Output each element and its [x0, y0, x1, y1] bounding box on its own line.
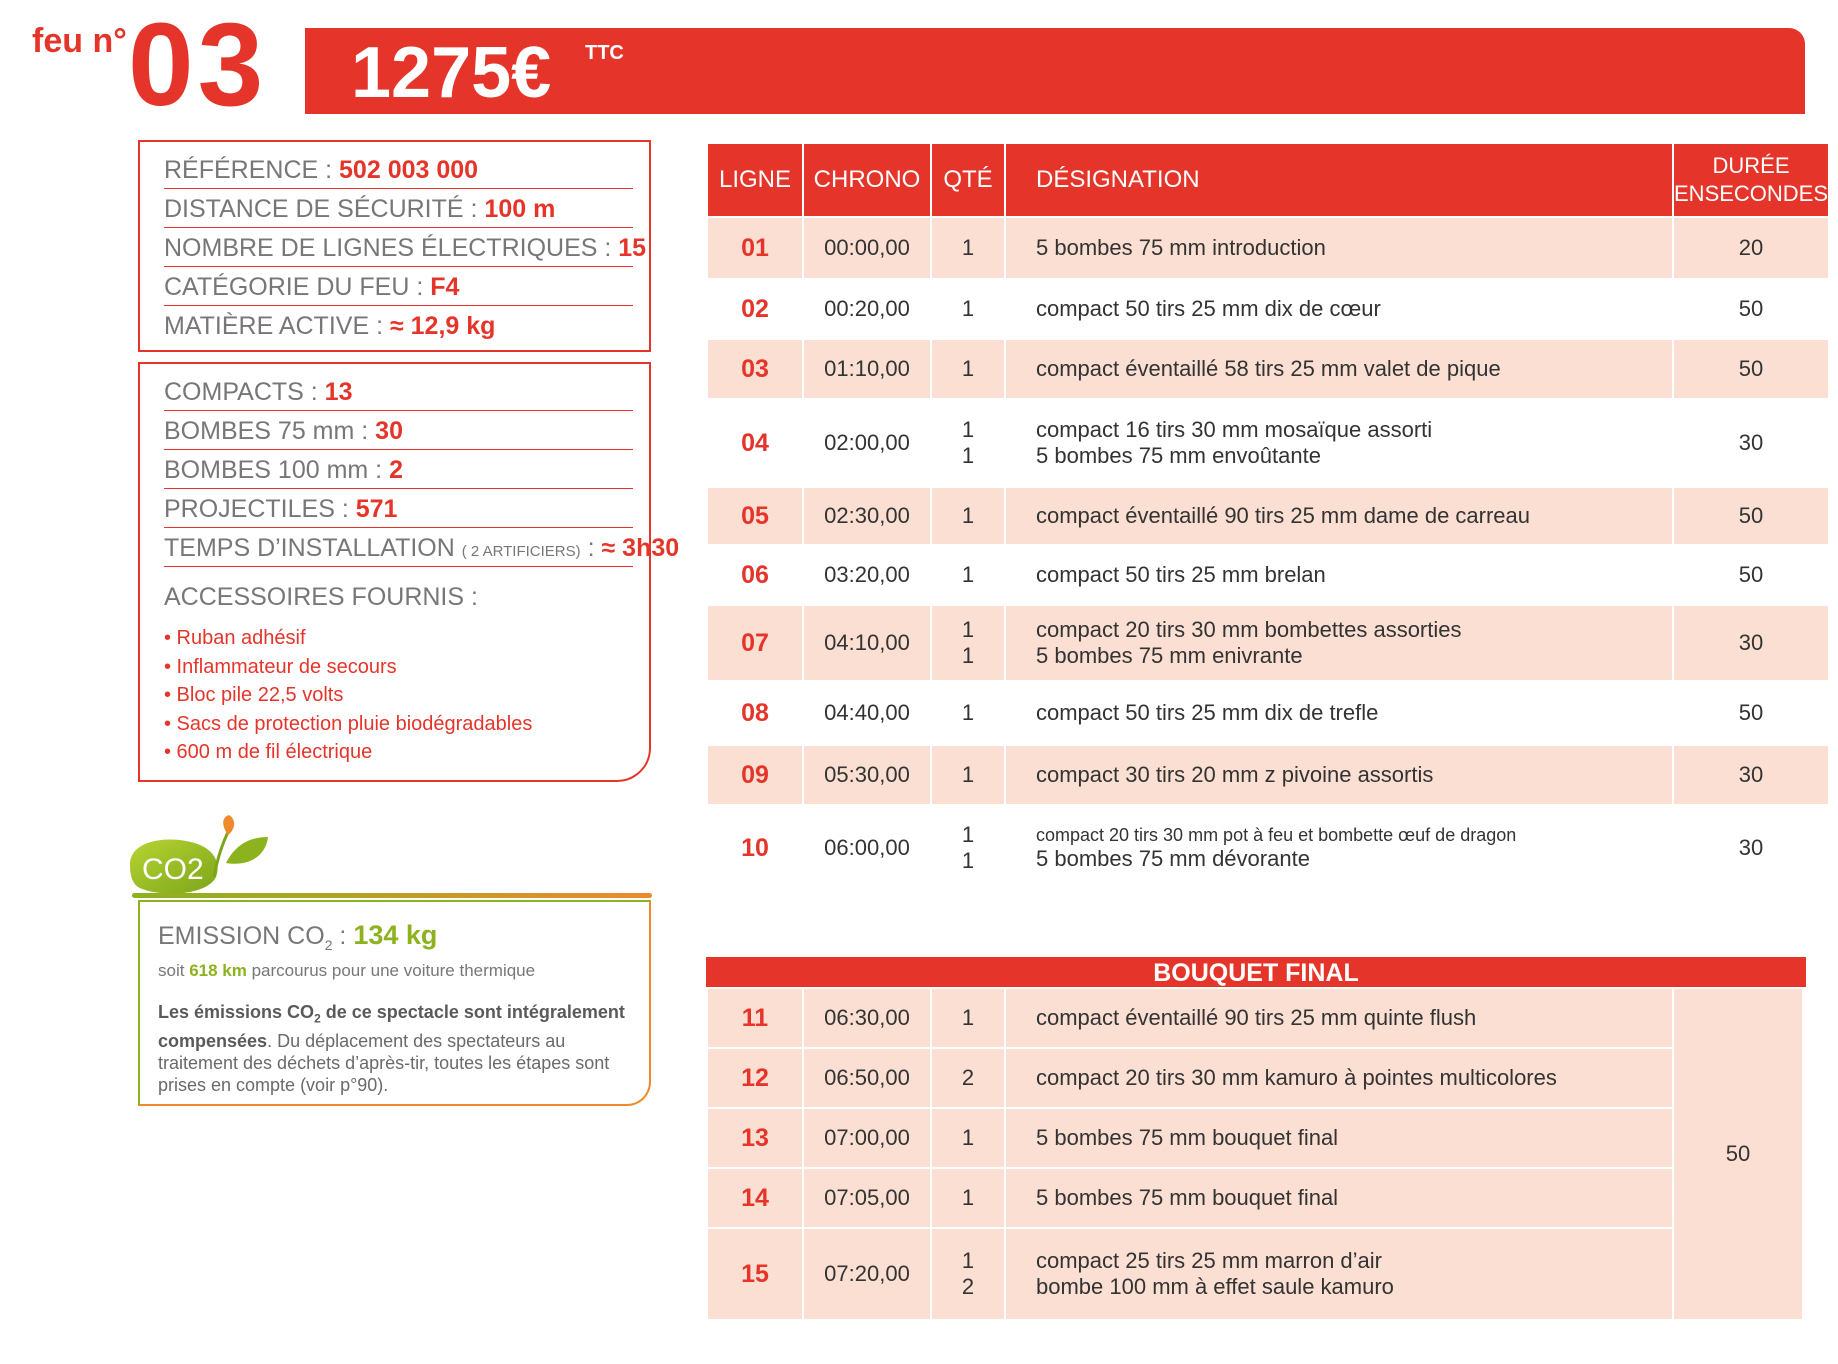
row-chrono: 04:40,00 — [804, 682, 930, 744]
spec-value: ≈ 12,9 kg — [389, 312, 496, 340]
row-chrono: 01:10,00 — [804, 340, 930, 398]
row-designation — [1006, 1109, 1672, 1167]
row-qte-value: 1 — [961, 643, 975, 668]
co2-text — [158, 1001, 633, 1096]
row-ligne: 01 — [708, 218, 802, 278]
row-designation-line: 5 bombes 75 mm bouquet final — [1036, 1125, 1339, 1150]
row-qte — [932, 340, 1004, 398]
row-chrono: 06:30,00 — [804, 989, 930, 1047]
row-chrono: 07:20,00 — [804, 1229, 930, 1319]
row-qte-value: 1 — [961, 762, 975, 787]
row-designation-line: compact éventaillé 90 tirs 25 mm quinte flush — [1036, 1005, 1477, 1030]
co2-leaf-icon — [126, 815, 271, 900]
header-chrono: CHRONO — [804, 144, 930, 216]
program-table — [706, 142, 1830, 892]
row-duree: 20 — [1674, 218, 1828, 278]
row-designation-line: compact 50 tirs 25 mm dix de trefle — [1036, 700, 1379, 725]
row-ligne: 11 — [708, 989, 802, 1047]
row-chrono: 07:00,00 — [804, 1109, 930, 1167]
table-row — [708, 989, 1802, 1047]
row-qte — [932, 1229, 1004, 1319]
content-label: BOMBES 100 mm : — [164, 456, 390, 484]
co2-text-rest: . Du déplacement des spectateurs au traitement des déchets d’après-tir, toutes les étapes sont prises en compte (voir p°90). — [158, 1030, 610, 1095]
row-qte-value: 1 — [961, 562, 975, 587]
row-ligne: 12 — [708, 1049, 802, 1107]
co2-emission-label: EMISSION CO — [158, 922, 325, 950]
co2-equiv-suffix: parcourus pour une voiture thermique — [246, 961, 536, 980]
row-duree: 30 — [1674, 400, 1828, 486]
row-chrono: 05:30,00 — [804, 746, 930, 804]
content-row-projectiles — [164, 489, 633, 528]
co2-text-bold-1: Les émissions CO — [158, 1002, 315, 1022]
header-duree — [1674, 144, 1828, 216]
co2-equiv-value: 618 km — [189, 961, 247, 980]
content-label: PROJECTILES : — [164, 495, 356, 523]
row-ligne: 09 — [708, 746, 802, 804]
row-designation — [1006, 218, 1672, 278]
row-designation — [1006, 806, 1672, 890]
co2-emission-sep: : — [332, 922, 354, 950]
row-designation-line: 5 bombes 75 mm bouquet final — [1036, 1185, 1339, 1210]
spec-value: F4 — [430, 273, 460, 301]
spec-row-reference — [164, 150, 633, 189]
row-ligne: 14 — [708, 1169, 802, 1227]
row-designation-line: bombe 100 mm à effet saule kamuro — [1036, 1274, 1394, 1299]
accessories-title: ACCESSOIRES FOURNIS : — [164, 583, 478, 611]
row-designation — [1006, 989, 1672, 1047]
row-qte-value: 1 — [961, 296, 975, 321]
spec-row-categorie — [164, 267, 633, 306]
row-chrono: 00:20,00 — [804, 280, 930, 338]
content-value: 30 — [375, 417, 403, 445]
contents-box — [138, 362, 680, 782]
installation-sep: : — [580, 534, 602, 562]
co2-box — [138, 900, 651, 1106]
row-qte-value: 1 — [961, 235, 975, 260]
row-duree: 30 — [1674, 746, 1828, 804]
price-bar — [305, 28, 1805, 114]
row-designation — [1006, 682, 1672, 744]
co2-emission-value: 134 kg — [353, 920, 438, 950]
row-designation-line: compact 25 tirs 25 mm marron d’air — [1036, 1248, 1382, 1273]
row-qte — [932, 400, 1004, 486]
row-chrono: 07:05,00 — [804, 1169, 930, 1227]
row-ligne: 15 — [708, 1229, 802, 1319]
table-row — [708, 606, 1828, 680]
accessory-item: • Inflammateur de secours — [164, 655, 397, 678]
row-designation-line: compact 20 tirs 30 mm pot à feu et bombette œuf de dragon — [1036, 824, 1517, 845]
row-designation — [1006, 340, 1672, 398]
row-qte-value: 1 — [961, 700, 975, 725]
spec-label: CATÉGORIE DU FEU : — [164, 273, 431, 301]
row-designation — [1006, 1049, 1672, 1107]
row-ligne: 06 — [708, 546, 802, 604]
row-chrono: 02:30,00 — [804, 488, 930, 544]
spec-value: 502 003 000 — [339, 156, 479, 184]
row-qte-value: 1 — [961, 443, 975, 468]
row-ligne: 07 — [708, 606, 802, 680]
installation-note: ( 2 ARTIFICIERS) — [461, 543, 581, 560]
accessory-item: • 600 m de fil électrique — [164, 741, 373, 763]
bouquet-final-title: BOUQUET FINAL — [706, 957, 1806, 987]
row-designation-line: compact 20 tirs 30 mm bombettes assorties — [1036, 617, 1462, 642]
table-row — [708, 488, 1828, 544]
feu-label: feu n° — [32, 22, 127, 60]
accessory-item: • Bloc pile 22,5 volts — [164, 684, 344, 706]
row-qte — [932, 218, 1004, 278]
row-ligne: 05 — [708, 488, 802, 544]
row-qte — [932, 280, 1004, 338]
row-chrono: 02:00,00 — [804, 400, 930, 486]
content-label: BOMBES 75 mm : — [164, 417, 376, 445]
header-qte: QTÉ — [932, 144, 1004, 216]
row-duree: 50 — [1674, 280, 1828, 338]
row-ligne: 03 — [708, 340, 802, 398]
header-duree-1: DURÉE EN — [1674, 153, 1790, 206]
bouquet-duree: 50 — [1674, 989, 1802, 1319]
row-designation-line: 5 bombes 75 mm envoûtante — [1036, 443, 1321, 468]
row-qte-value: 1 — [961, 1125, 975, 1150]
row-designation — [1006, 400, 1672, 486]
row-qte — [932, 806, 1004, 890]
row-designation-line: 5 bombes 75 mm enivrante — [1036, 643, 1303, 668]
row-duree: 30 — [1674, 606, 1828, 680]
row-designation-line: 5 bombes 75 mm dévorante — [1036, 845, 1310, 871]
row-designation-line: compact 50 tirs 25 mm brelan — [1036, 562, 1326, 587]
table-row — [708, 280, 1828, 338]
co2-text-bold-2: de ce spectacle sont intégralement compensées — [158, 1002, 625, 1051]
row-designation-line: compact 20 tirs 30 mm kamuro à pointes multicolores — [1036, 1065, 1557, 1090]
row-chrono: 06:50,00 — [804, 1049, 930, 1107]
price: 1275€ — [351, 33, 552, 113]
row-chrono: 00:00,00 — [804, 218, 930, 278]
spec-value: 15 — [618, 234, 647, 262]
header-ligne: LIGNE — [708, 144, 802, 216]
bouquet-table — [706, 987, 1804, 1321]
co2-divider — [132, 893, 652, 898]
spec-value: 100 m — [484, 195, 556, 223]
row-qte-value: 1 — [961, 617, 975, 642]
row-designation-line: compact éventaillé 90 tirs 25 mm dame de carreau — [1036, 503, 1531, 528]
header — [0, 0, 1838, 131]
row-qte — [932, 488, 1004, 544]
co2-logo-text: CO2 — [142, 853, 204, 886]
table-row — [708, 340, 1828, 398]
row-qte — [932, 1169, 1004, 1227]
table-header-row — [708, 144, 1828, 216]
row-qte-value: 1 — [961, 417, 975, 442]
row-designation — [1006, 1169, 1672, 1227]
row-qte — [932, 1049, 1004, 1107]
accessory-item: • Ruban adhésif — [164, 627, 306, 649]
content-value: 13 — [324, 378, 353, 406]
table-row — [708, 1169, 1802, 1227]
row-qte — [932, 546, 1004, 604]
content-row-compacts — [164, 372, 633, 411]
accessories-list — [164, 624, 633, 767]
row-designation — [1006, 1229, 1672, 1319]
table-row — [708, 400, 1828, 486]
row-ligne: 10 — [708, 806, 802, 890]
row-qte-value: 2 — [961, 1274, 975, 1299]
row-designation — [1006, 606, 1672, 680]
row-ligne: 13 — [708, 1109, 802, 1167]
row-qte-value: 1 — [961, 1248, 975, 1273]
row-designation — [1006, 488, 1672, 544]
spec-label: MATIÈRE ACTIVE : — [164, 312, 390, 340]
co2-equiv-prefix: soit — [158, 961, 190, 980]
table-row — [708, 1049, 1802, 1107]
header-duree-2: SECONDES — [1704, 181, 1829, 206]
spec-row-matiere — [164, 306, 633, 344]
co2-emission — [158, 920, 633, 953]
table-row — [708, 1229, 1802, 1319]
row-qte-value: 1 — [961, 1185, 975, 1210]
feu-number: 03 — [128, 0, 268, 131]
row-qte — [932, 606, 1004, 680]
table-row — [708, 218, 1828, 278]
spec-row-lignes — [164, 228, 647, 267]
row-chrono: 03:20,00 — [804, 546, 930, 604]
content-row-bombes-75 — [164, 411, 633, 450]
row-ligne: 04 — [708, 400, 802, 486]
row-designation — [1006, 746, 1672, 804]
row-qte — [932, 746, 1004, 804]
table-row — [708, 806, 1828, 890]
co2-text-sub: 2 — [314, 1011, 321, 1026]
row-designation-line: compact éventaillé 58 tirs 25 mm valet de pique — [1036, 356, 1501, 381]
row-duree: 50 — [1674, 682, 1828, 744]
content-row-bombes-100 — [164, 450, 633, 489]
table-row — [708, 546, 1828, 604]
row-designation — [1006, 546, 1672, 604]
header-designation: DÉSIGNATION — [1006, 144, 1672, 216]
price-suffix: TTC — [585, 42, 624, 64]
co2-equivalent — [158, 961, 633, 981]
row-designation-line: compact 50 tirs 25 mm dix de cœur — [1036, 296, 1381, 321]
row-duree: 30 — [1674, 806, 1828, 890]
row-qte-value: 1 — [961, 356, 975, 381]
installation-label: TEMPS D’INSTALLATION — [164, 534, 462, 562]
table-row — [708, 746, 1828, 804]
row-qte — [932, 682, 1004, 744]
row-qte-value: 1 — [961, 503, 975, 528]
table-row — [708, 682, 1828, 744]
spec-row-distance — [164, 189, 633, 228]
content-value: 571 — [355, 495, 398, 523]
row-ligne: 02 — [708, 280, 802, 338]
row-qte — [932, 1109, 1004, 1167]
content-value: 2 — [389, 456, 403, 484]
row-chrono: 04:10,00 — [804, 606, 930, 680]
row-duree: 50 — [1674, 488, 1828, 544]
row-qte-value: 1 — [961, 822, 975, 847]
row-duree: 50 — [1674, 340, 1828, 398]
row-ligne: 08 — [708, 682, 802, 744]
row-designation-line: compact 30 tirs 20 mm z pivoine assortis — [1036, 762, 1434, 787]
installation-value: ≈ 3h30 — [601, 534, 680, 562]
spec-label: DISTANCE DE SÉCURITÉ : — [164, 195, 485, 223]
content-label: COMPACTS : — [164, 378, 325, 406]
row-qte-value: 1 — [961, 1005, 975, 1030]
table-row — [708, 1109, 1802, 1167]
row-designation-line: 5 bombes 75 mm introduction — [1036, 235, 1326, 260]
row-qte — [932, 989, 1004, 1047]
row-designation-line: compact 16 tirs 30 mm mosaïque assorti — [1036, 417, 1433, 442]
row-chrono: 06:00,00 — [804, 806, 930, 890]
row-duree: 50 — [1674, 546, 1828, 604]
specs-box — [138, 140, 651, 352]
row-qte-value: 1 — [961, 848, 975, 873]
content-row-installation — [164, 528, 680, 567]
co2-emission-sub: 2 — [324, 937, 333, 953]
spec-label: NOMBRE DE LIGNES ÉLECTRIQUES : — [164, 234, 619, 262]
row-designation — [1006, 280, 1672, 338]
spec-label: RÉFÉRENCE : — [164, 156, 340, 184]
accessory-item: • Sacs de protection pluie biodégradables — [164, 712, 533, 735]
row-qte-value: 2 — [961, 1065, 975, 1090]
